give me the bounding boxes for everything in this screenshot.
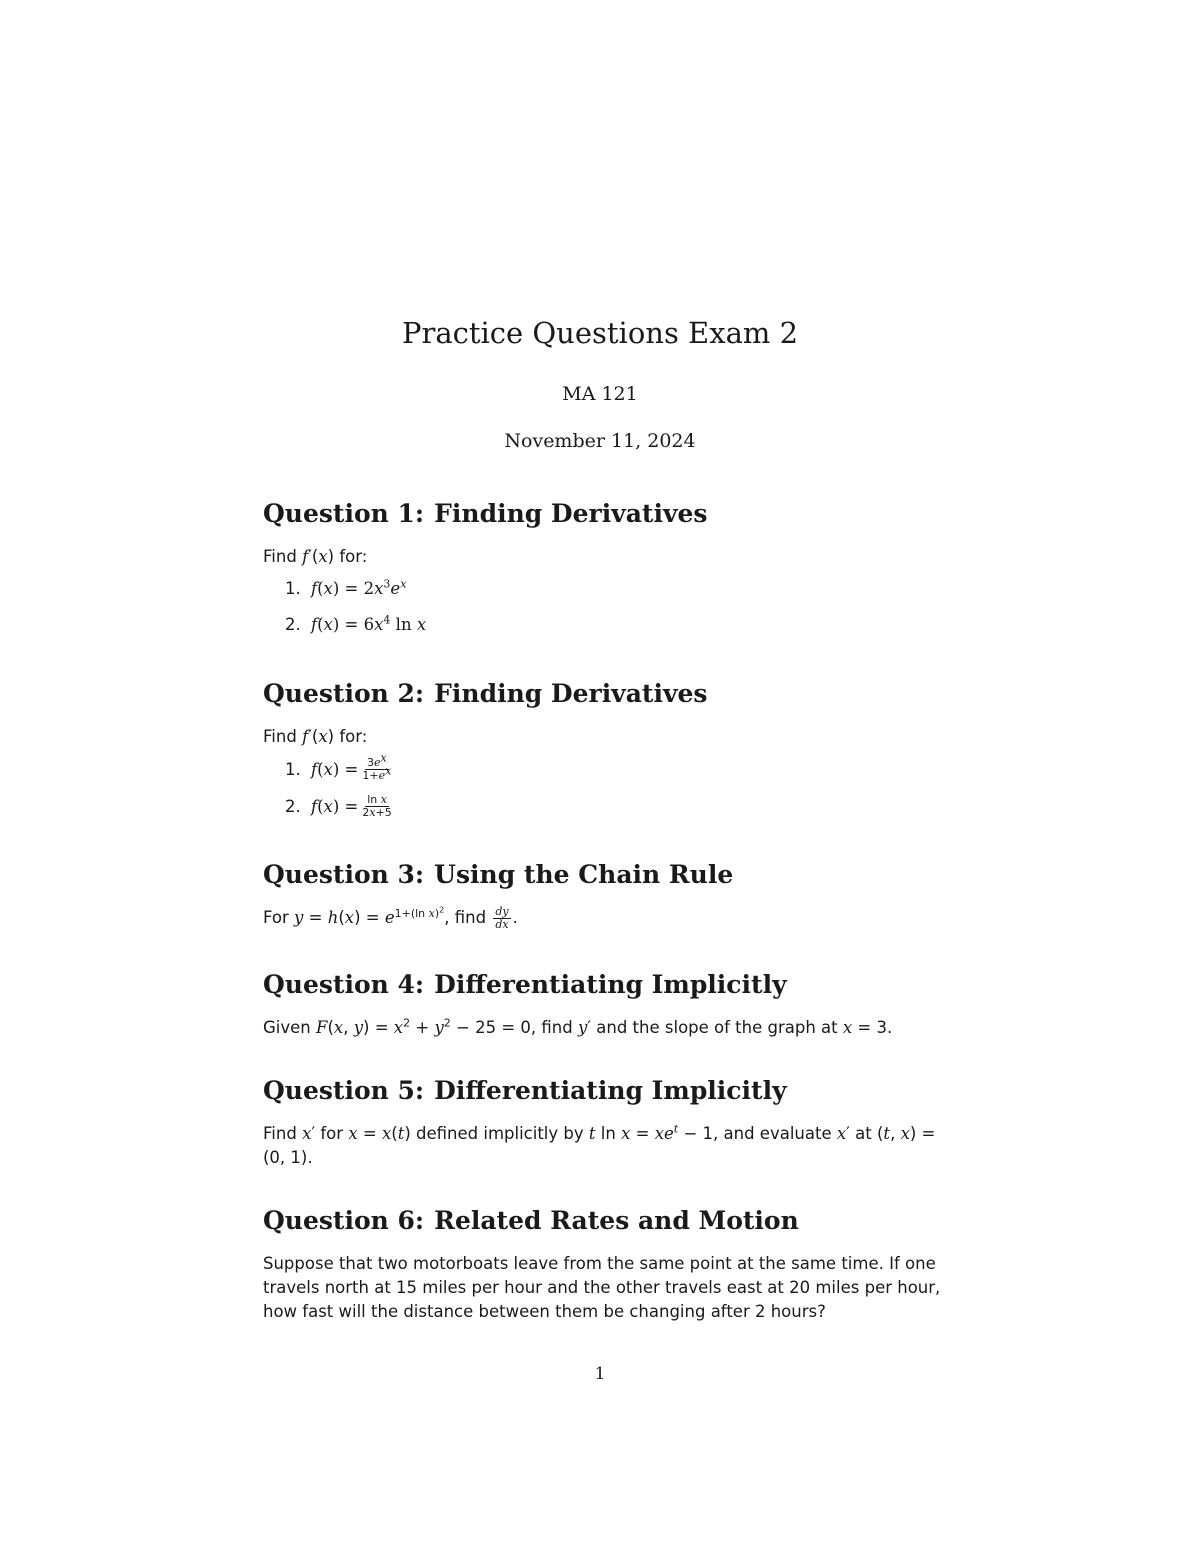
question-title: Finding Derivatives	[434, 499, 708, 528]
question-number: Question 1:	[263, 499, 425, 528]
question-heading	[263, 858, 943, 892]
list-item: 2. f(x) = $\frac{\text{ln x}}{2x+5}$	[285, 793, 392, 819]
question-1	[263, 497, 943, 649]
question-4	[263, 968, 943, 1040]
question-title: Finding Derivatives	[434, 679, 708, 708]
question-heading	[263, 968, 943, 1002]
page-number: 1	[594, 1364, 606, 1384]
question-text: For $y = h(x) = e^{1+(ln x)^2}$, find $\frac{dy}{dx}$ .	[263, 904, 518, 931]
list-item: 1. $f(x) = 2x^3e^x$	[285, 577, 407, 598]
question-text: Given F(x, $y) = x^2 + y^2 - 25 = 0$, find y′ and the slope of the graph at x = 3.	[263, 1016, 893, 1037]
question-text: Find x′ for x = x(t) defined implicitly by t $\ln x = xe^t - 1$, and evaluate x′ at (t, x) = (0, 1).	[263, 1122, 936, 1167]
question-number: Question 5:	[263, 1076, 425, 1105]
question-2	[263, 677, 943, 831]
question-title: Using the Chain Rule	[434, 860, 734, 889]
question-body	[263, 545, 943, 637]
question-heading	[263, 677, 943, 711]
question-3	[263, 858, 943, 931]
sub-question-list	[285, 751, 943, 819]
list-item: 1. f(x) = $\frac{3e^x}{1+e^x}$	[285, 751, 392, 782]
question-number: Question 2:	[263, 679, 425, 708]
question-text: Suppose that two motorboats leave from the same point at the same time. If one travels north at 15 miles per hour and the other travels east at 20 miles per hour, how fast will the distance between them be changing after 2 hours?	[263, 1254, 941, 1321]
document-date: November 11, 2024	[504, 430, 696, 452]
question-title: Related Rates and Motion	[434, 1206, 799, 1235]
document-title: Practice Questions Exam 2	[401, 316, 799, 350]
question-heading	[263, 497, 943, 531]
sub-question-list	[285, 577, 943, 637]
list-item: 2. $f(x) = 6x^4$ ln x	[285, 613, 427, 634]
question-body	[263, 725, 943, 819]
question-6	[263, 1204, 943, 1324]
question-number: Question 6:	[263, 1206, 425, 1235]
question-number: Question 3:	[263, 860, 425, 889]
question-number: Question 4:	[263, 970, 425, 999]
course-code: MA 121	[562, 383, 638, 405]
question-title: Differentiating Implicitly	[434, 970, 787, 999]
question-heading	[263, 1074, 943, 1108]
question-title: Differentiating Implicitly	[434, 1076, 787, 1105]
question-prompt: Find f′(x) for:	[263, 727, 368, 746]
question-heading	[263, 1204, 943, 1238]
question-5	[263, 1074, 943, 1170]
question-prompt: Find f′(x) for:	[263, 547, 368, 566]
